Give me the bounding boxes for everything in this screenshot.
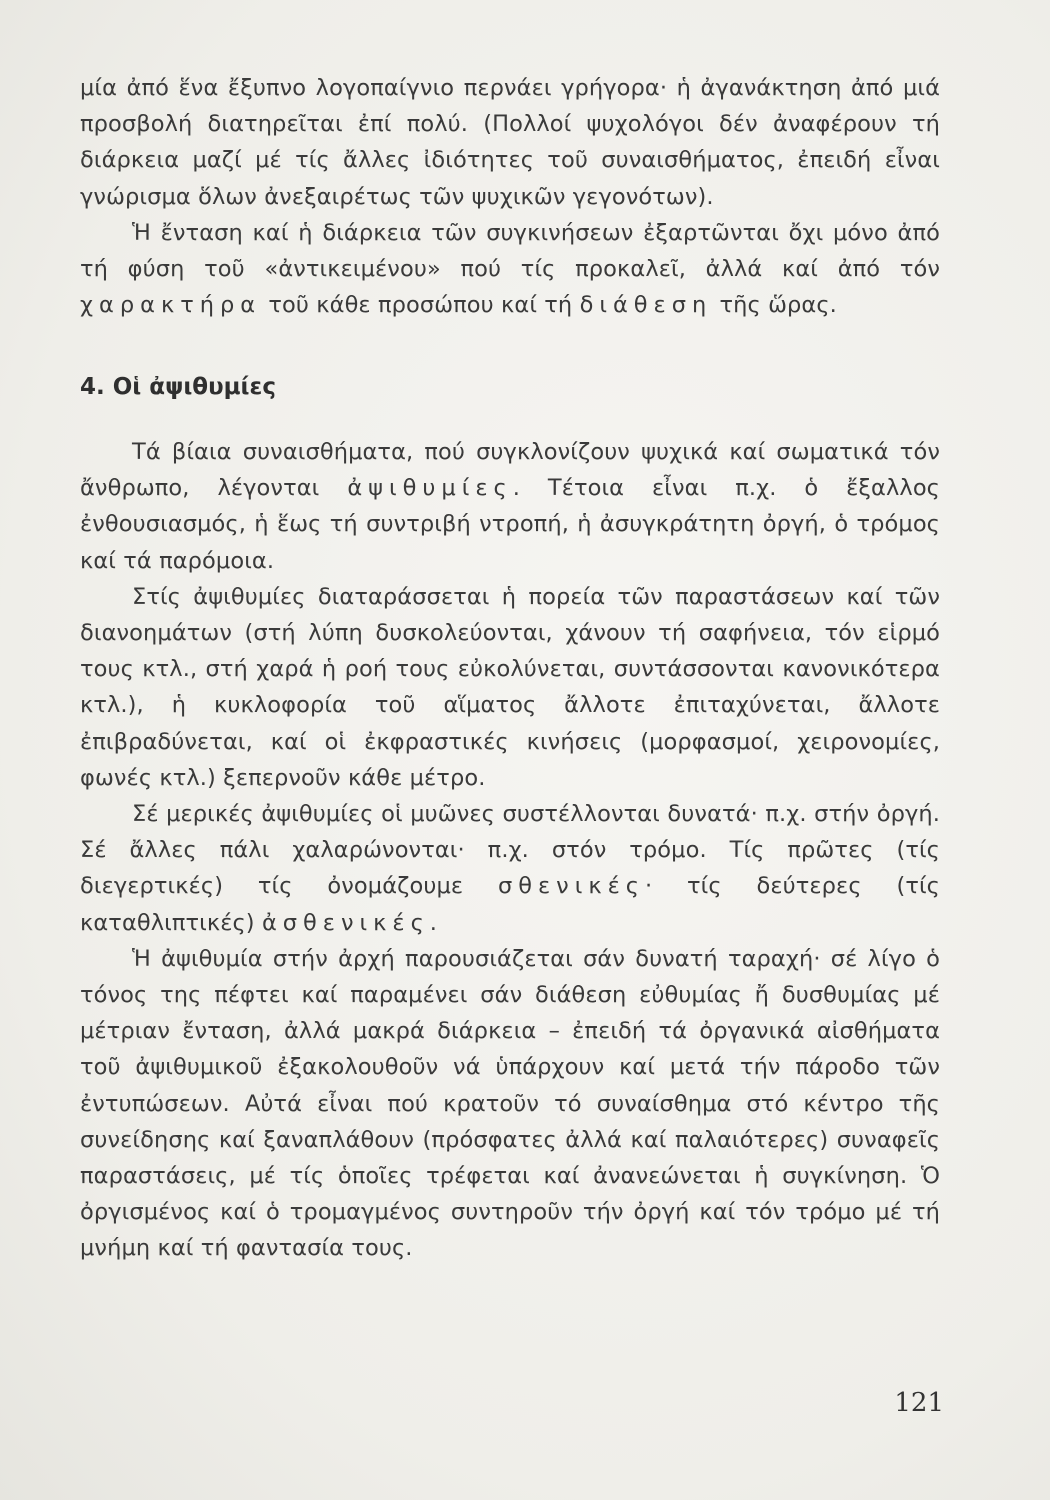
section-paragraph-2: Στίς ἀψιθυμίες διαταράσσεται ἡ πορεία τῶν παραστάσεων καί τῶν διανοημάτων (στή λύπη δυσκολεύονται, χάνουν τή σαφήνεια, τόν εἱρμό τους κτλ., στή χαρά ἡ ροή τους εὐκολύνεται, συντάσσονται κανονικότερα κτλ.), ἡ κυκλοφορία τοῦ αἵματος ἄλλοτε ἐπιταχύνεται, ἄλλοτε ἐπιβραδύνεται, καί οἱ ἐκφραστικές κινήσεις (μορφασμοί, χειρονομίες, φωνές κτλ.) ξεπερνοῦν κάθε μέτρο. (80, 583, 940, 791)
page-number: 121 (894, 1388, 944, 1418)
emphasis-sthenic: σθενικές (497, 873, 645, 900)
section-p1-text-c: . Τέτοια εἶναι π.χ. ὁ ἔξαλλος ἐνθουσιασμός, ἡ ἕως τή συντριβή ντροπή, ἡ ἀσυγκράτητη ὀργή, ὁ τρόμος καί τά παρόμοια. (80, 475, 940, 574)
intro-p2-text-e: τῆς ὥρας. (719, 292, 837, 319)
section-paragraph-3 (80, 796, 940, 941)
intro-p2-text-a: Ἡ ἔνταση καί ἡ διάρκεια τῶν συγκινήσεων ἐξαρτῶνται ὄχι μόνο ἀπό τή φύση τοῦ «ἀντικειμένου» πού τίς προκαλεῖ, ἀλλά καί ἀπό τόν (80, 219, 940, 283)
emphasis-outbursts: ἀψιθυμίες (347, 475, 513, 502)
section-paragraph-4: Ἡ ἀψιθυμία στήν ἀρχή παρουσιάζεται σάν δυνατή ταραχή· σέ λίγο ὁ τόνος της πέφτει καί παραμένει σάν διάθεση εὐθυμίας ἤ δυσθυμίας μέ μέτριαν ἔνταση, ἀλλά μακρά διάρκεια – ἐπειδή τά ὀργανικά αἰσθήματα τοῦ ἀψιθυμικοῦ ἐξακολουθοῦν νά ὑπάρχουν καί μετά τήν πάροδο τῶν ἐντυπώσεων. Αὐτά εἶναι πού κρατοῦν τό συναίσθημα στό κέντρο τῆς συνείδησης καί ξαναπλάθουν (πρόσφατες ἀλλά καί παλαιότερες) συναφεῖς παραστάσεις, μέ τίς ὁποῖες τρέφεται καί ἀνανεώνεται ἡ συγκίνηση. Ὁ ὀργισμένος καί ὁ τρομαγμένος συντηροῦν τήν ὀργή καί τόν τρόμο μέ τή μνήμη καί τή φαντασία τους. (80, 945, 940, 1262)
intro-paragraph-2 (80, 215, 940, 324)
section-paragraph-1 (80, 434, 940, 579)
section-heading: 4. Οἱ ἀψιθυμίες (80, 374, 276, 400)
intro-paragraph-1: μία ἀπό ἕνα ἔξυπνο λογοπαίγνιο περνάει γρήγορα· ἡ ἀγανάκτηση ἀπό μιά προσβολή διατηρεῖται ἐπί πολύ. (Πολλοί ψυχολόγοι δέν ἀναφέρουν τή διάρκεια μαζί μέ τίς ἄλλες ἰδιότητες τοῦ συναισθήματος, ἐπειδή εἶναι γνώρισμα ὅλων ἀνεξαιρέτως τῶν ψυχικῶν γεγονότων). (80, 75, 940, 210)
emphasis-asthenic: ἀσθενικές (261, 909, 430, 936)
section-p3-text-c: · τίς δεύτερες (τίς καταθλιπτικές) (80, 873, 940, 936)
section-p3-text-a: Σέ μερικές ἀψιθυμίες οἱ μυῶνες συστέλλονται δυνατά· π.χ. στήν ὀργή. Σέ ἄλλες πάλι χαλαρώνονται· π.χ. στόν τρόμο. Τίς πρῶτες (τίς διεγερτικές) τίς ὀνομάζουμε (80, 801, 940, 900)
section-p3-text-e: . (429, 909, 438, 936)
emphasis-character: χαρακτήρα (80, 292, 262, 319)
section-text (80, 434, 940, 1267)
intro-text (80, 70, 940, 323)
section-p1-text-a: Τά βίαια συναισθήματα, πού συγκλονίζουν ψυχικά καί σωματικά τόν ἄνθρωπο, λέγονται (80, 439, 940, 502)
intro-p2-text-c: τοῦ κάθε προσώπου καί τή (268, 292, 573, 319)
emphasis-disposition: διάθεση (579, 292, 713, 319)
